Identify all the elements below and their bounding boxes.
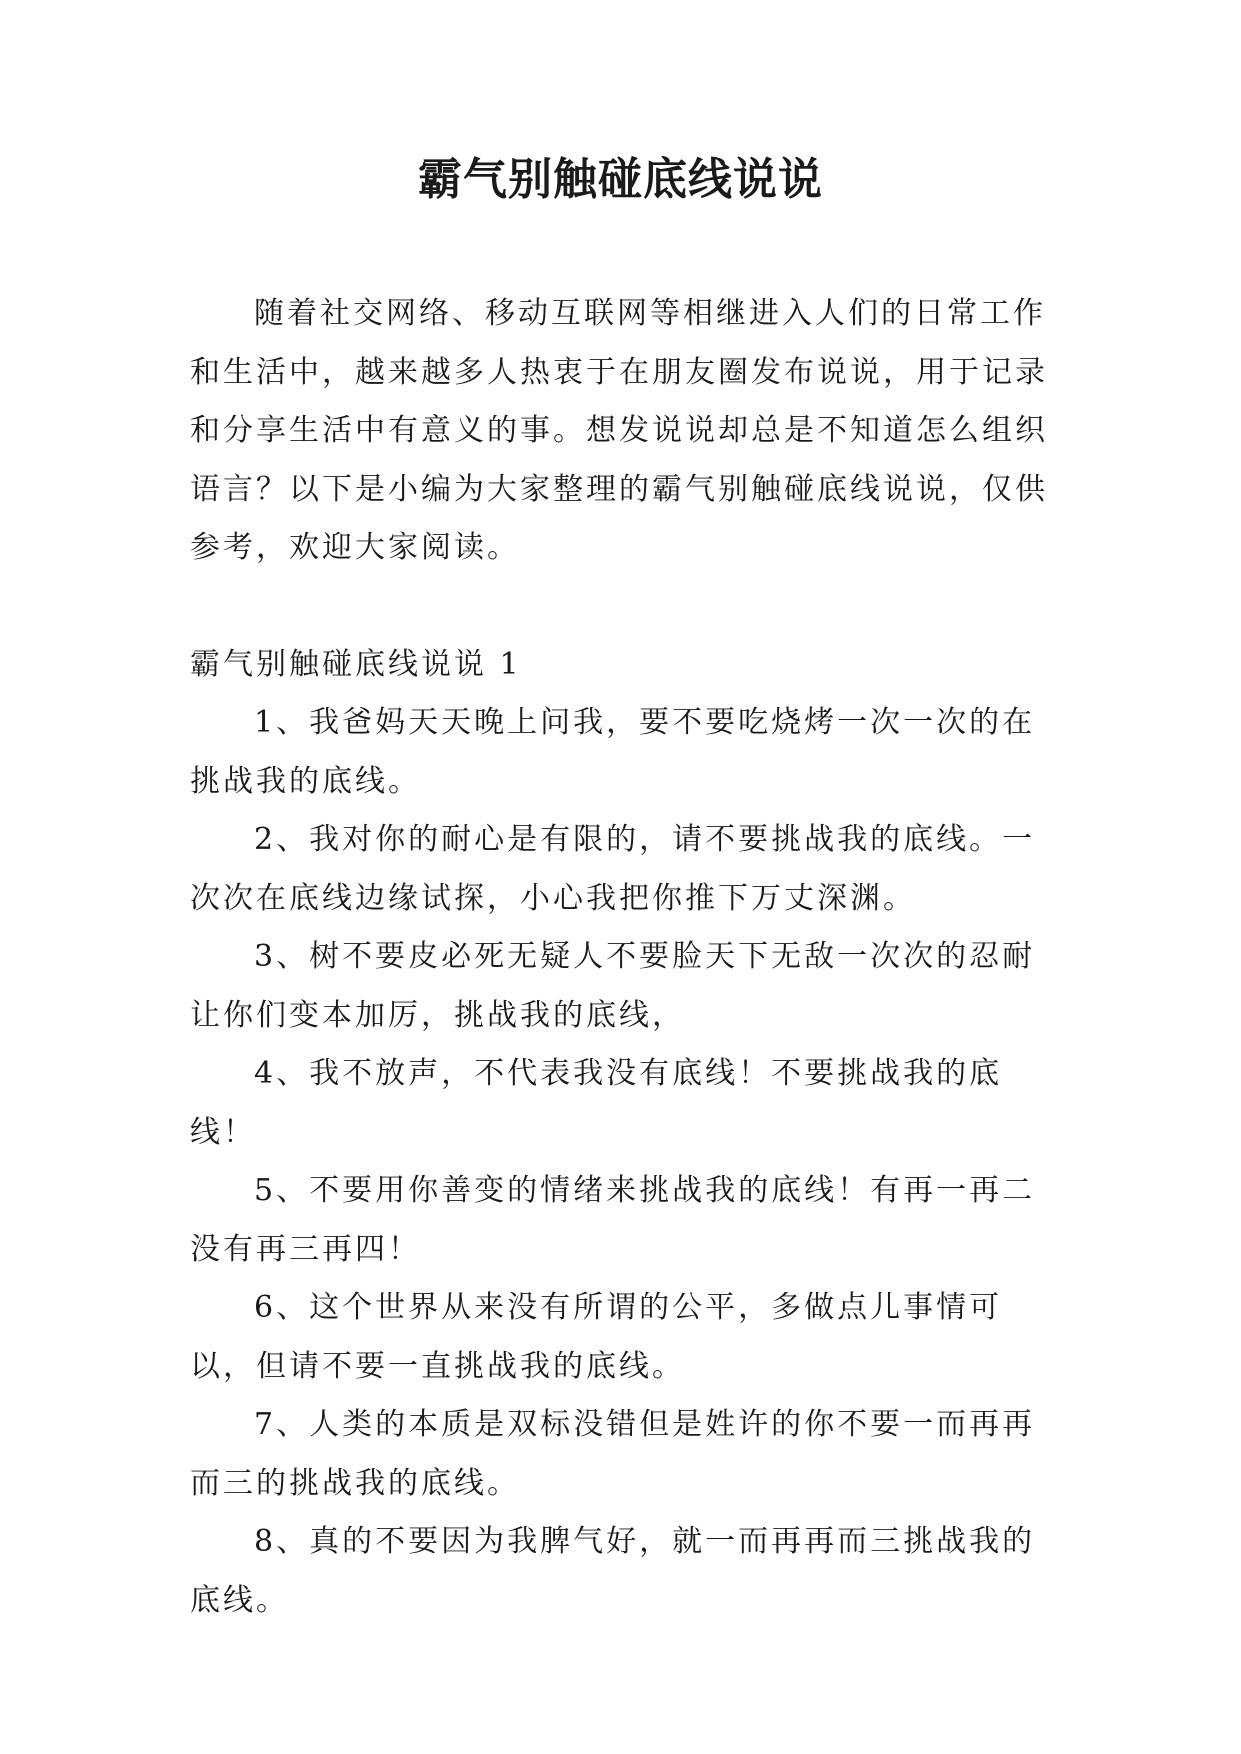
list-item: 5、不要用你善变的情绪来挑战我的底线！有再一再二没有再三再四！ xyxy=(190,1173,1036,1267)
section-title: 霸气别触碰底线说说 1 xyxy=(190,646,522,682)
document-title: 霸气别触碰底线说说 xyxy=(418,154,823,205)
intro-paragraph: 随着社交网络、移动互联网等相继进入人们的日常工作和生活中，越来越多人热衷于在朋友圈发布说说，用于记录和分享生活中有意义的事。想发说说却总是不知道怎么组织语言？以下是小编为大家整理的霸气别触碰底线说说，仅供参考，欢迎大家阅读。 xyxy=(190,296,1048,565)
list-item: 3、树不要皮必死无疑人不要脸天下无敌一次次的忍耐让你们变本加厉，挑战我的底线， xyxy=(190,939,1036,1033)
list-item: 6、这个世界从来没有所谓的公平，多做点儿事情可以，但请不要一直挑战我的底线。 xyxy=(190,1290,1003,1384)
document-body xyxy=(190,285,1050,1630)
list-item: 4、我不放声，不代表我没有底线！不要挑战我的底线！ xyxy=(190,1056,1003,1150)
list-item: 2、我对你的耐心是有限的，请不要挑战我的底线。一次次在底线边缘试探，小心我把你推下万丈深渊。 xyxy=(190,822,1036,916)
list-item: 1、我爸妈天天晚上问我，要不要吃烧烤一次一次的在挑战我的底线。 xyxy=(190,705,1036,799)
list-item: 8、真的不要因为我脾气好，就一而再再而三挑战我的底线。 xyxy=(190,1524,1036,1618)
list-item: 7、人类的本质是双标没错但是姓许的你不要一而再再而三的挑战我的底线。 xyxy=(190,1407,1036,1501)
